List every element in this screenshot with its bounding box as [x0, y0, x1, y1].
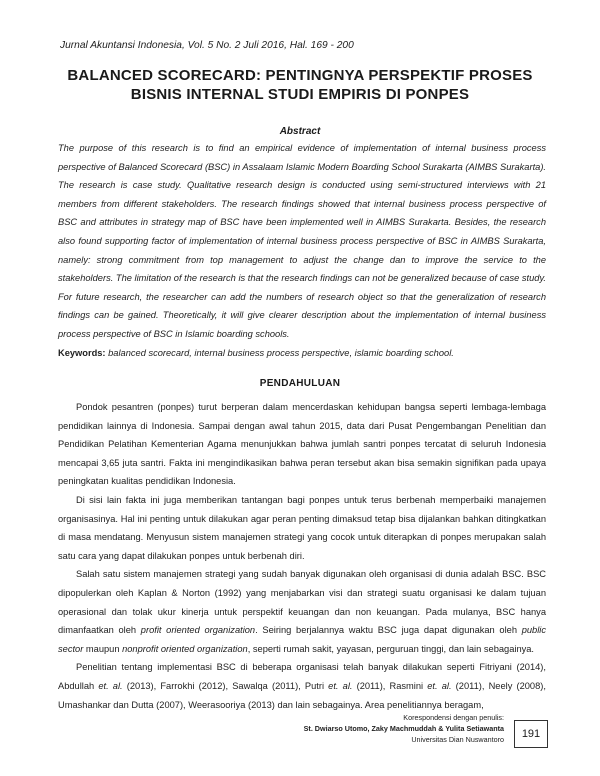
body-text: [58, 398, 546, 714]
correspondence-block: [304, 712, 504, 745]
correspondence-affiliation: Universitas Dian Nuswantoro: [411, 735, 504, 744]
paragraph-4: Penelitian tentang implementasi BSC di beberapa organisasi telah banyak dilakukan seperti Fitriyani (2014), Abdullah et. al. (2013), Farrokhi (2012), Sawalqa (2011), Putri et. al. (2011), Rasmini et. al. (2011), Neely (2008), Umashankar dan Dutta (2007), Weerasooriya (2013) dan lain sebagainya. Area penelitiannya beragam,: [58, 662, 546, 710]
title-line-2: BISNIS INTERNAL STUDI EMPIRIS DI PONPES: [130, 86, 470, 103]
page-number: 191: [514, 720, 548, 748]
abstract-text: The purpose of this research is to find an empirical evidence of implementation of internal business process perspective of Balanced Scorecard (BSC) in Assalaam Islamic Modern Boarding School Surakarta (AIMBS Surakarta). The research is case study. Qualitative research design is conducted using semi-structured interviews with 21 members from different stakeholders. The research findings showed that internal business process perspective of BSC and attributes in strategy map of BSC have been implemented well in AIMBS Surakarta. Besides, the research also found supporting factor of implementation of internal business process perspective of BSC in AIMBS Surakarta, namely: strong commitment from top management to adjust the change dan to improve the service to the stakeholders. The limitation of the research is that the research findings can not be generalized because of case study. For future research, the researcher can add the numbers of research object so that the generalization of research findings can be gained. Theoretically, it will give clearer description about the implementation of internal business process perspective of BSC in Islamic boarding schools.: [58, 143, 546, 339]
paragraph-3: Salah satu sistem manajemen strategi yang sudah banyak digunakan oleh organisasi di dunia adalah BSC. BSC dipopulerkan oleh Kaplan & Norton (1992) yang menjabarkan visi dan strategi suatu organisasi ke dalam tujuan operasional dan tolak ukur kinerja untuk perspektif keuangan dan non keuangan. Pada mulanya, BSC hanya dimanfaatkan oleh profit oriented organization. Seiring berjalannya waktu BSC juga dapat digunakan oleh public sector maupun nonprofit oriented organization, seperti rumah sakit, yayasan, perguruan tinggi, dan lain sebagainya.: [58, 569, 546, 654]
abstract-heading: Abstract: [279, 126, 321, 137]
keywords-label: Keywords:: [58, 348, 106, 358]
section-heading: PENDAHULUAN: [259, 378, 341, 389]
paragraph-2: Di sisi lain fakta ini juga memberikan tantangan bagi ponpes untuk terus berbenah memperbaiki manajemen organisasinya. Hal ini penting untuk dilakukan agar peran penting dimaksud tetap bisa dijalankan bahkan ditingkatkan di masa mendatang. Menyusun sistem manajemen strategi yang cocok untuk diterapkan di ponpes merupakan salah satu cara yang dapat dilakukan ponpes untuk berbenah diri.: [58, 494, 546, 561]
paper-title: [40, 66, 560, 104]
correspondence-authors: St. Dwiarso Utomo, Zaky Machmuddah & Yulita Setiawanta: [303, 724, 504, 733]
title-line-1: BALANCED SCORECARD: PENTINGNYA PERSPEKTIF PROSES: [67, 67, 533, 84]
keywords: [58, 344, 548, 363]
paragraph-1: Pondok pesantren (ponpes) turut berperan dalam mencerdaskan kehidupan bangsa seperti lembaga-lembaga pendidikan lainnya di Indonesia. Sampai dengan awal tahun 2015, data dari Pusat Pengembangan Penelitian dan Pendidikan Pelatihan Kementerian Agama menunjukkan bahwa jumlah santri ponpes tercatat di seluruh Indonesia mencapai 3,65 juta santri. Fakta ini mengindikasikan bahwa peran tersebut akan bisa semakin signifikan pada upaya peningkatan kualitas pendidikan Indonesia.: [58, 402, 546, 487]
journal-header: Jurnal Akuntansi Indonesia, Vol. 5 No. 2 Juli 2016, Hal. 169 - 200: [60, 40, 354, 51]
correspondence-label: Korespondensi dengan penulis:: [403, 713, 504, 722]
keywords-text: balanced scorecard, internal business process perspective, islamic boarding school.: [108, 348, 454, 358]
